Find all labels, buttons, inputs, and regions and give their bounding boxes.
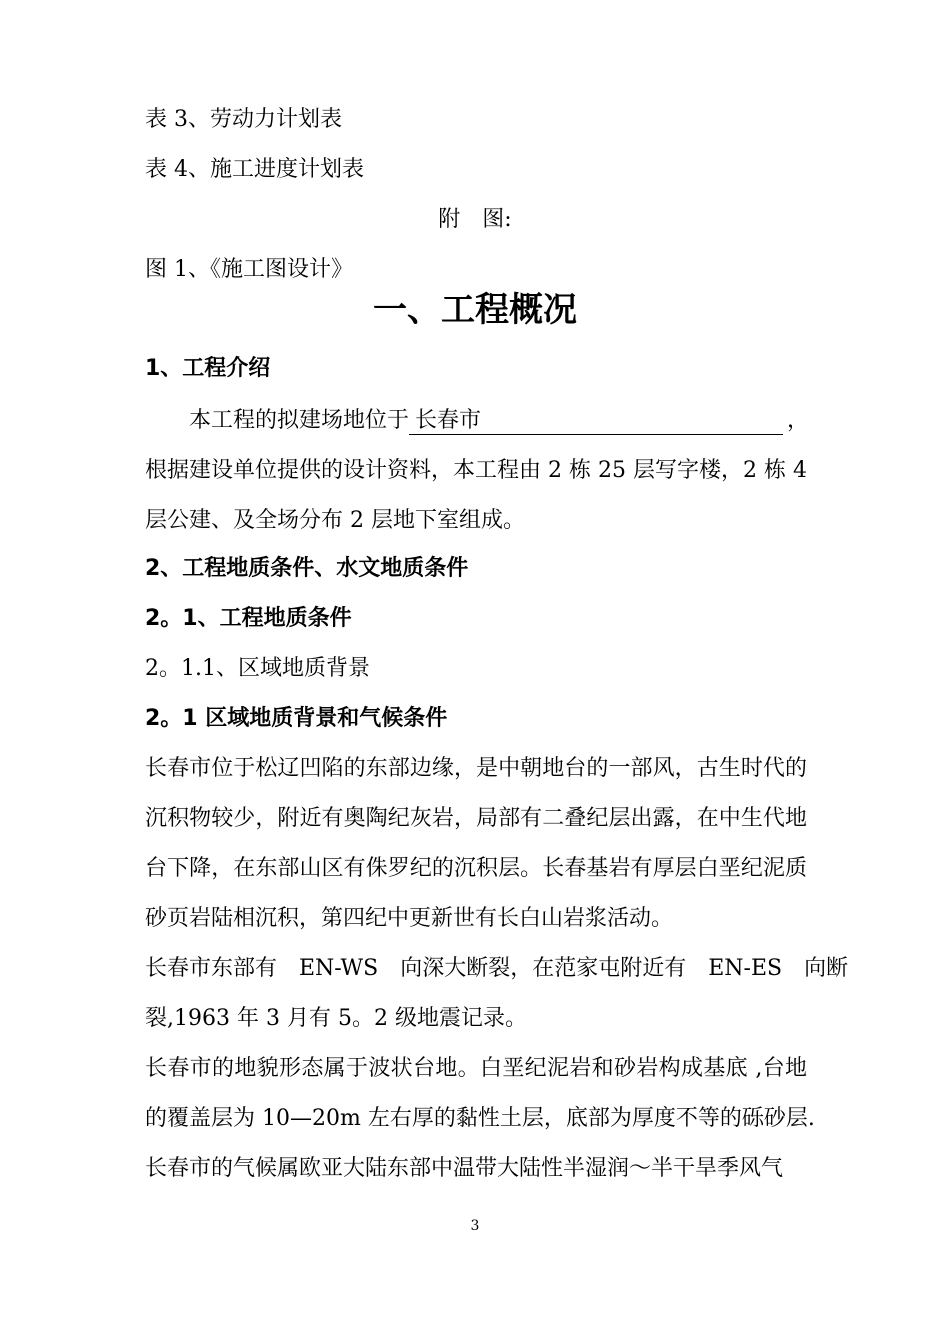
heading-regional-geology: 2。1.1、区域地质背景 <box>145 656 370 681</box>
geology-paragraph-line-3: 台下降，在东部山区有侏罗纪的沉积层。长春基岩有厚层白垩纪泥质 <box>145 856 807 881</box>
toc-table-4: 表 4、施工进度计划表 <box>145 157 364 182</box>
fault-paragraph-line-1: 长春市东部有 EN-WS 向深大断裂，在范家屯附近有 EN-ES 向断 <box>145 956 849 981</box>
heading-regional-geology-climate: 2。1 区域地质背景和气候条件 <box>145 706 448 731</box>
landform-paragraph-line-1: 长春市的地貌形态属于波状台地。白垩纪泥岩和砂岩构成基底 ,台地 <box>145 1056 807 1081</box>
appendix-heading: 附 图: <box>438 207 512 232</box>
intro-prefix: 本工程的拟建场地位于 <box>189 408 410 433</box>
heading-geology-hydrology: 2、工程地质条件、水文地质条件 <box>145 556 469 581</box>
page-number: 3 <box>470 1218 480 1234</box>
heading-engineering-geology: 2。1、工程地质条件 <box>145 606 352 631</box>
fault-paragraph-line-2: 裂,1963 年 3 月有 5。2 级地震记录。 <box>145 1006 527 1031</box>
climate-paragraph-line-1: 长春市的气候属欧亚大陆东部中温带大陆性半湿润～半干旱季风气 <box>145 1156 784 1181</box>
intro-paragraph-line-3: 层公建、及全场分布 2 层地下室组成。 <box>145 508 525 533</box>
intro-paragraph-line-1 <box>189 406 809 436</box>
toc-figure-1: 图 1、《施工图设计》 <box>145 257 353 282</box>
site-location-field: 长春市 <box>409 408 783 435</box>
landform-paragraph-line-2: 的覆盖层为 10—20m 左右厚的黏性土层，底部为厚度不等的砾砂层. <box>145 1106 815 1131</box>
intro-comma: ， <box>787 408 810 433</box>
heading-project-intro: 1、工程介绍 <box>145 356 271 381</box>
geology-paragraph-line-2: 沉积物较少，附近有奥陶纪灰岩，局部有二叠纪层出露，在中生代地 <box>145 806 807 831</box>
toc-table-3: 表 3、劳动力计划表 <box>145 107 342 132</box>
intro-paragraph-line-2: 根据建设单位提供的设计资料，本工程由 2 栋 25 层写字楼，2 栋 4 <box>145 458 807 483</box>
section-title: 一、工程概况 <box>373 290 577 330</box>
geology-paragraph-line-1: 长春市位于松辽凹陷的东部边缘，是中朝地台的一部风，古生时代的 <box>145 756 807 781</box>
geology-paragraph-line-4: 砂页岩陆相沉积，第四纪中更新世有长白山岩浆活动。 <box>145 906 674 931</box>
